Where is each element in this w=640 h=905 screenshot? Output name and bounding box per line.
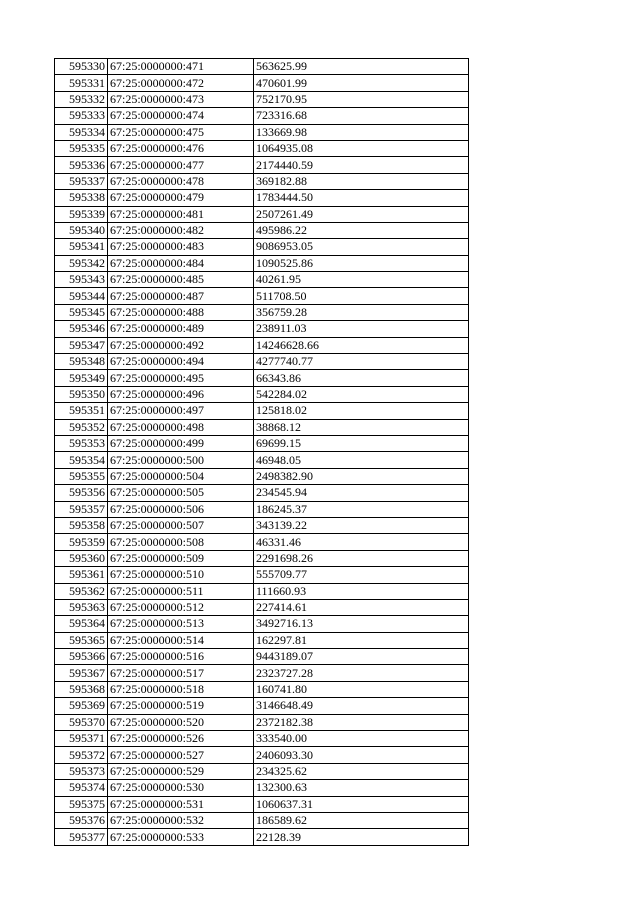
table-row xyxy=(55,91,469,107)
row-number-cell: 595337 xyxy=(55,173,108,189)
row-number-cell: 595362 xyxy=(55,583,108,599)
cadastral-number-cell: 67:25:0000000:531 xyxy=(108,796,254,812)
cadastral-value-cell: 111660.93 xyxy=(254,583,469,599)
table-row xyxy=(55,272,469,288)
cadastral-value-cell: 227414.61 xyxy=(254,599,469,615)
cadastral-number-cell: 67:25:0000000:499 xyxy=(108,435,254,451)
table-row xyxy=(55,140,469,156)
table-row xyxy=(55,649,469,665)
cadastral-value-cell: 3492716.13 xyxy=(254,616,469,632)
table-row xyxy=(55,239,469,255)
table-row xyxy=(55,616,469,632)
cadastral-number-cell: 67:25:0000000:510 xyxy=(108,567,254,583)
cadastral-value-cell: 1783444.50 xyxy=(254,190,469,206)
table-row xyxy=(55,763,469,779)
row-number-cell: 595376 xyxy=(55,812,108,828)
cadastral-number-cell: 67:25:0000000:494 xyxy=(108,354,254,370)
cadastral-value-cell: 186245.37 xyxy=(254,501,469,517)
row-number-cell: 595343 xyxy=(55,272,108,288)
table-row xyxy=(55,698,469,714)
table-row xyxy=(55,599,469,615)
cadastral-value-cell: 1064935.08 xyxy=(254,140,469,156)
row-number-cell: 595349 xyxy=(55,370,108,386)
cadastral-value-cell: 14246628.66 xyxy=(254,337,469,353)
cadastral-value-cell: 3146648.49 xyxy=(254,698,469,714)
cadastral-value-cell: 162297.81 xyxy=(254,632,469,648)
row-number-cell: 595351 xyxy=(55,403,108,419)
row-number-cell: 595336 xyxy=(55,157,108,173)
cadastral-value-cell: 160741.80 xyxy=(254,681,469,697)
row-number-cell: 595363 xyxy=(55,599,108,615)
row-number-cell: 595357 xyxy=(55,501,108,517)
cadastral-value-cell: 333540.00 xyxy=(254,731,469,747)
table-row xyxy=(55,255,469,271)
cadastral-number-cell: 67:25:0000000:475 xyxy=(108,124,254,140)
cadastral-value-cell: 125818.02 xyxy=(254,403,469,419)
cadastral-value-cell: 542284.02 xyxy=(254,386,469,402)
cadastral-number-cell: 67:25:0000000:487 xyxy=(108,288,254,304)
cadastral-value-cell: 46948.05 xyxy=(254,452,469,468)
cadastral-number-cell: 67:25:0000000:508 xyxy=(108,534,254,550)
cadastral-number-cell: 67:25:0000000:473 xyxy=(108,91,254,107)
cadastral-value-cell: 495986.22 xyxy=(254,222,469,238)
cadastral-number-cell: 67:25:0000000:516 xyxy=(108,649,254,665)
row-number-cell: 595331 xyxy=(55,75,108,91)
row-number-cell: 595360 xyxy=(55,550,108,566)
cadastral-number-cell: 67:25:0000000:512 xyxy=(108,599,254,615)
row-number-cell: 595347 xyxy=(55,337,108,353)
row-number-cell: 595346 xyxy=(55,321,108,337)
cadastral-value-cell: 2372182.38 xyxy=(254,714,469,730)
table-row xyxy=(55,288,469,304)
row-number-cell: 595375 xyxy=(55,796,108,812)
table-row xyxy=(55,452,469,468)
row-number-cell: 595368 xyxy=(55,681,108,697)
cadastral-number-cell: 67:25:0000000:474 xyxy=(108,108,254,124)
cadastral-value-cell: 2174440.59 xyxy=(254,157,469,173)
table-row xyxy=(55,550,469,566)
table-row xyxy=(55,501,469,517)
row-number-cell: 595341 xyxy=(55,239,108,255)
table-row xyxy=(55,370,469,386)
table-row xyxy=(55,534,469,550)
cadastral-value-cell: 2507261.49 xyxy=(254,206,469,222)
row-number-cell: 595330 xyxy=(55,59,108,75)
cadastral-number-cell: 67:25:0000000:519 xyxy=(108,698,254,714)
row-number-cell: 595335 xyxy=(55,140,108,156)
cadastral-value-cell: 238911.03 xyxy=(254,321,469,337)
cadastral-value-cell: 470601.99 xyxy=(254,75,469,91)
cadastral-number-cell: 67:25:0000000:477 xyxy=(108,157,254,173)
row-number-cell: 595353 xyxy=(55,435,108,451)
cadastral-value-cell: 723316.68 xyxy=(254,108,469,124)
row-number-cell: 595332 xyxy=(55,91,108,107)
table-row xyxy=(55,124,469,140)
cadastral-value-cell: 9443189.07 xyxy=(254,649,469,665)
cadastral-number-cell: 67:25:0000000:514 xyxy=(108,632,254,648)
table-row xyxy=(55,435,469,451)
row-number-cell: 595371 xyxy=(55,731,108,747)
cadastral-value-cell: 186589.62 xyxy=(254,812,469,828)
cadastral-number-cell: 67:25:0000000:520 xyxy=(108,714,254,730)
row-number-cell: 595348 xyxy=(55,354,108,370)
cadastral-number-cell: 67:25:0000000:476 xyxy=(108,140,254,156)
cadastral-value-cell: 132300.63 xyxy=(254,780,469,796)
cadastral-number-cell: 67:25:0000000:489 xyxy=(108,321,254,337)
row-number-cell: 595355 xyxy=(55,468,108,484)
table-row xyxy=(55,403,469,419)
cadastral-number-cell: 67:25:0000000:488 xyxy=(108,304,254,320)
row-number-cell: 595374 xyxy=(55,780,108,796)
table-row xyxy=(55,567,469,583)
row-number-cell: 595367 xyxy=(55,665,108,681)
cadastral-value-cell: 234545.94 xyxy=(254,485,469,501)
cadastral-number-cell: 67:25:0000000:509 xyxy=(108,550,254,566)
cadastral-number-cell: 67:25:0000000:506 xyxy=(108,501,254,517)
cadastral-value-cell: 563625.99 xyxy=(254,59,469,75)
cadastral-value-cell: 2498382.90 xyxy=(254,468,469,484)
table-row xyxy=(55,206,469,222)
cadastral-value-cell: 2291698.26 xyxy=(254,550,469,566)
cadastral-number-cell: 67:25:0000000:495 xyxy=(108,370,254,386)
table-row xyxy=(55,681,469,697)
cadastral-value-cell: 46331.46 xyxy=(254,534,469,550)
cadastral-value-cell: 38868.12 xyxy=(254,419,469,435)
cadastral-value-cell: 40261.95 xyxy=(254,272,469,288)
table-row xyxy=(55,780,469,796)
cadastral-value-cell: 555709.77 xyxy=(254,567,469,583)
cadastral-value-cell: 2406093.30 xyxy=(254,747,469,763)
table-row xyxy=(55,812,469,828)
row-number-cell: 595350 xyxy=(55,386,108,402)
cadastral-number-cell: 67:25:0000000:505 xyxy=(108,485,254,501)
table-row xyxy=(55,337,469,353)
cadastral-value-cell: 511708.50 xyxy=(254,288,469,304)
cadastral-number-cell: 67:25:0000000:511 xyxy=(108,583,254,599)
table-row xyxy=(55,517,469,533)
table-row xyxy=(55,829,469,845)
cadastral-number-cell: 67:25:0000000:518 xyxy=(108,681,254,697)
table-row xyxy=(55,468,469,484)
table-row xyxy=(55,304,469,320)
table-row xyxy=(55,796,469,812)
cadastral-number-cell: 67:25:0000000:513 xyxy=(108,616,254,632)
cadastral-number-cell: 67:25:0000000:507 xyxy=(108,517,254,533)
cadastral-number-cell: 67:25:0000000:504 xyxy=(108,468,254,484)
row-number-cell: 595344 xyxy=(55,288,108,304)
cadastral-value-cell: 4277740.77 xyxy=(254,354,469,370)
table-row xyxy=(55,485,469,501)
row-number-cell: 595365 xyxy=(55,632,108,648)
cadastral-number-cell: 67:25:0000000:471 xyxy=(108,59,254,75)
row-number-cell: 595366 xyxy=(55,649,108,665)
table-row xyxy=(55,108,469,124)
row-number-cell: 595342 xyxy=(55,255,108,271)
cadastral-value-cell: 356759.28 xyxy=(254,304,469,320)
row-number-cell: 595339 xyxy=(55,206,108,222)
cadastral-number-cell: 67:25:0000000:526 xyxy=(108,731,254,747)
cadastral-number-cell: 67:25:0000000:517 xyxy=(108,665,254,681)
row-number-cell: 595352 xyxy=(55,419,108,435)
table-row xyxy=(55,190,469,206)
table-row xyxy=(55,632,469,648)
row-number-cell: 595370 xyxy=(55,714,108,730)
cadastral-value-cell: 343139.22 xyxy=(254,517,469,533)
cadastral-number-cell: 67:25:0000000:496 xyxy=(108,386,254,402)
row-number-cell: 595345 xyxy=(55,304,108,320)
table-body xyxy=(55,59,469,846)
table-row xyxy=(55,59,469,75)
row-number-cell: 595334 xyxy=(55,124,108,140)
table-row xyxy=(55,75,469,91)
row-number-cell: 595372 xyxy=(55,747,108,763)
cadastral-number-cell: 67:25:0000000:482 xyxy=(108,222,254,238)
table-row xyxy=(55,173,469,189)
table-row xyxy=(55,665,469,681)
cadastral-number-cell: 67:25:0000000:479 xyxy=(108,190,254,206)
cadastral-number-cell: 67:25:0000000:533 xyxy=(108,829,254,845)
table-row xyxy=(55,222,469,238)
cadastral-number-cell: 67:25:0000000:532 xyxy=(108,812,254,828)
table-row xyxy=(55,419,469,435)
cadastral-number-cell: 67:25:0000000:472 xyxy=(108,75,254,91)
cadastral-value-cell: 1090525.86 xyxy=(254,255,469,271)
cadastral-value-cell: 1060637.31 xyxy=(254,796,469,812)
cadastral-value-cell: 22128.39 xyxy=(254,829,469,845)
cadastral-number-cell: 67:25:0000000:529 xyxy=(108,763,254,779)
row-number-cell: 595356 xyxy=(55,485,108,501)
cadastral-value-cell: 2323727.28 xyxy=(254,665,469,681)
row-number-cell: 595364 xyxy=(55,616,108,632)
cadastral-value-table xyxy=(54,58,469,846)
table-row xyxy=(55,321,469,337)
cadastral-number-cell: 67:25:0000000:530 xyxy=(108,780,254,796)
row-number-cell: 595340 xyxy=(55,222,108,238)
cadastral-value-cell: 69699.15 xyxy=(254,435,469,451)
cadastral-number-cell: 67:25:0000000:481 xyxy=(108,206,254,222)
cadastral-number-cell: 67:25:0000000:485 xyxy=(108,272,254,288)
cadastral-number-cell: 67:25:0000000:484 xyxy=(108,255,254,271)
cadastral-number-cell: 67:25:0000000:492 xyxy=(108,337,254,353)
cadastral-number-cell: 67:25:0000000:483 xyxy=(108,239,254,255)
cadastral-value-cell: 133669.98 xyxy=(254,124,469,140)
row-number-cell: 595369 xyxy=(55,698,108,714)
cadastral-number-cell: 67:25:0000000:498 xyxy=(108,419,254,435)
row-number-cell: 595333 xyxy=(55,108,108,124)
row-number-cell: 595361 xyxy=(55,567,108,583)
cadastral-number-cell: 67:25:0000000:500 xyxy=(108,452,254,468)
table-row xyxy=(55,731,469,747)
row-number-cell: 595373 xyxy=(55,763,108,779)
row-number-cell: 595354 xyxy=(55,452,108,468)
cadastral-value-cell: 234325.62 xyxy=(254,763,469,779)
cadastral-value-cell: 369182.88 xyxy=(254,173,469,189)
table-row xyxy=(55,747,469,763)
row-number-cell: 595377 xyxy=(55,829,108,845)
table-row xyxy=(55,354,469,370)
cadastral-number-cell: 67:25:0000000:478 xyxy=(108,173,254,189)
table-row xyxy=(55,583,469,599)
row-number-cell: 595358 xyxy=(55,517,108,533)
row-number-cell: 595338 xyxy=(55,190,108,206)
row-number-cell: 595359 xyxy=(55,534,108,550)
cadastral-value-cell: 9086953.05 xyxy=(254,239,469,255)
cadastral-value-cell: 66343.86 xyxy=(254,370,469,386)
cadastral-number-cell: 67:25:0000000:527 xyxy=(108,747,254,763)
table-row xyxy=(55,157,469,173)
cadastral-number-cell: 67:25:0000000:497 xyxy=(108,403,254,419)
table-row xyxy=(55,386,469,402)
cadastral-value-cell: 752170.95 xyxy=(254,91,469,107)
table-row xyxy=(55,714,469,730)
